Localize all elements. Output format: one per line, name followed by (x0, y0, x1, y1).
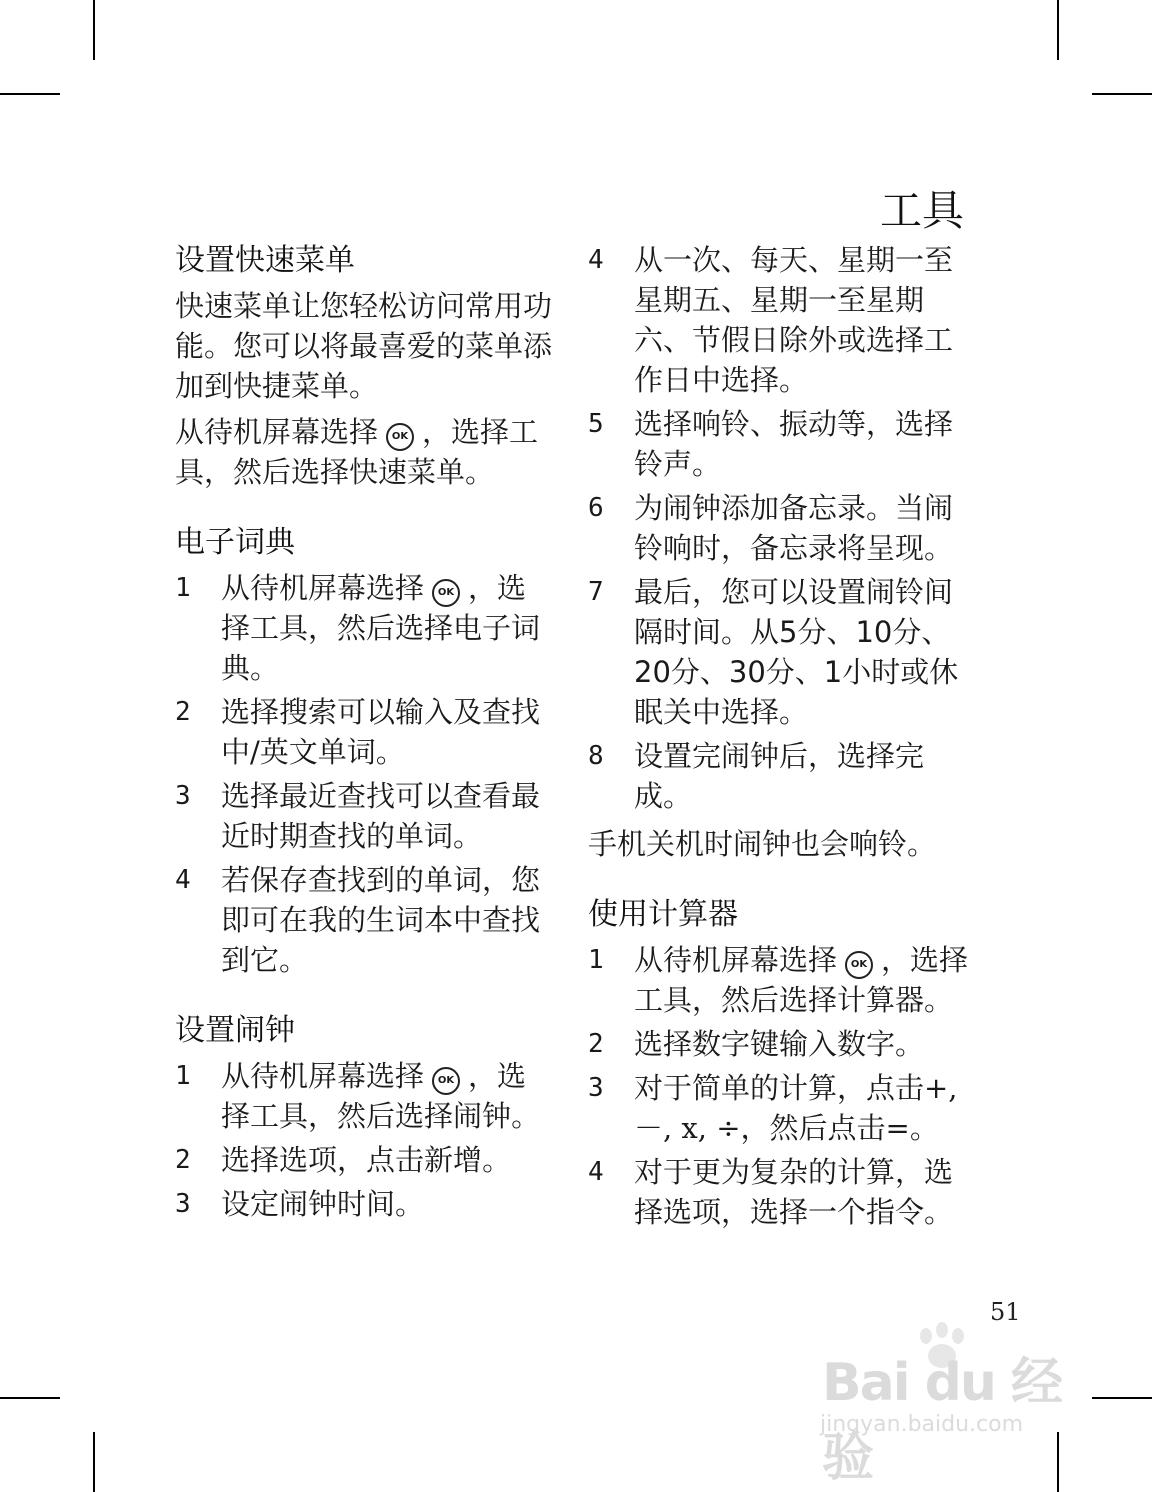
list-item (588, 572, 973, 732)
crop-mark (1092, 1397, 1152, 1399)
text: 。 (663, 779, 693, 813)
text: 从待机屏幕选择 (634, 943, 838, 977)
list-item (175, 1184, 555, 1224)
menu-term: 工具 (250, 1099, 309, 1133)
menu-term: 计算器 (837, 983, 925, 1017)
text: ，选择 (221, 571, 527, 645)
crop-mark (93, 1432, 95, 1492)
text: 中查找到它。 (221, 903, 541, 977)
step-number: 2 (175, 1145, 191, 1175)
menu-term: 新增 (424, 1143, 483, 1177)
text: 可以输入及查找中/英文单词。 (221, 695, 541, 769)
text: 中选择。 (692, 695, 809, 729)
text: 选择 (221, 695, 280, 729)
step-text (634, 940, 973, 1020)
list-item (175, 1056, 555, 1136)
list-item (588, 736, 973, 816)
list-item (588, 240, 973, 400)
menu-term: 闹钟 (453, 1099, 512, 1133)
step-list (588, 940, 973, 1232)
text: 。 (482, 1143, 512, 1177)
step-number: 4 (175, 865, 191, 895)
text: ，然后选择 (692, 983, 838, 1017)
crop-mark (0, 93, 60, 95)
menu-term: 选项 (279, 1143, 338, 1177)
list-item (588, 488, 973, 568)
section-dictionary (175, 522, 555, 980)
step-text (634, 736, 973, 816)
step-text (634, 1152, 973, 1232)
ok-key-icon: OK (432, 579, 460, 607)
paragraph: 快速菜单让您轻松访问常用功能。您可以将最喜爱的菜单添加到快捷菜单。 (175, 289, 553, 403)
text: 从待机屏幕选择 (221, 571, 425, 605)
step-number: 2 (175, 697, 191, 727)
list-item (588, 1152, 973, 1232)
step-number: 4 (588, 1157, 604, 1187)
list-item (588, 940, 973, 1020)
text: ，选择 (881, 943, 969, 977)
text: 。 (511, 1099, 541, 1133)
step-text: 为闹钟添加备忘录。当闹铃响时，备忘录将呈现。 (634, 491, 954, 565)
step-text: 选择数字键输入数字。 (634, 1027, 925, 1061)
menu-term: 工具 (175, 415, 539, 489)
menu-term: 选项 (663, 1195, 722, 1229)
text: ，然后选择 (308, 1099, 454, 1133)
step-number: 3 (588, 1073, 604, 1103)
step-list (175, 568, 555, 980)
section-title: 设置闹钟 (175, 1013, 295, 1048)
text: ，选择 (422, 415, 510, 449)
list-item (175, 776, 555, 856)
text: 若保存查找到的单词，您即可在 (221, 863, 541, 937)
text: 可以查看最近时期查找的单词。 (221, 779, 541, 853)
section-alarm-continued (588, 240, 973, 864)
text: ，选择一个指令。 (721, 1195, 954, 1229)
step-number: 1 (588, 945, 604, 975)
step-text (634, 572, 973, 732)
menu-term: 工具 (250, 611, 309, 645)
note: 手机关机时闹钟也会响铃。 (588, 827, 937, 861)
step-number: 3 (175, 781, 191, 811)
ok-key-icon: OK (386, 423, 414, 451)
step-list (588, 240, 973, 816)
list-item (588, 1024, 973, 1064)
step-number: 8 (588, 741, 604, 771)
section-title: 使用计算器 (588, 897, 738, 932)
menu-term: 快速菜单 (349, 455, 466, 489)
section-alarm (175, 1010, 555, 1224)
text: 最后，您可以设置闹铃间隔时间。从 (634, 575, 954, 649)
page-title: 工具 (879, 186, 964, 235)
step-number: 6 (588, 493, 604, 523)
step-text: 设定闹钟时间。 (221, 1187, 425, 1221)
page-number: 51 (990, 1298, 1021, 1326)
text: ，然后选择 (204, 455, 350, 489)
text: 或 (900, 655, 930, 689)
list-item (175, 860, 555, 980)
menu-term: 一次、每天、星期一至星期五、星期一至星期六、节假日除外 (634, 243, 954, 357)
step-number: 1 (175, 573, 191, 603)
list-item (175, 568, 555, 688)
step-text: 对于简单的计算，点击+, －, x, ÷，然后点击=。 (634, 1071, 958, 1145)
menu-term: 5分、10分、20分、30分、1小时 (634, 615, 951, 689)
crop-mark (1057, 0, 1059, 60)
step-number: 1 (175, 1061, 191, 1091)
section-title: 电子词典 (175, 525, 295, 560)
text: 。 (250, 651, 280, 685)
text: ，然后选择 (308, 611, 454, 645)
step-text (221, 776, 555, 856)
menu-term: 休眠关 (634, 655, 959, 729)
menu-term: 搜索 (279, 695, 338, 729)
paragraph (175, 412, 555, 492)
step-number: 5 (588, 409, 604, 439)
text: 从待机屏幕选择 (175, 415, 379, 449)
text: 设置完闹钟后，选择 (634, 739, 896, 773)
menu-term: 最近查找 (279, 779, 396, 813)
menu-term: 完成 (634, 739, 925, 813)
step-number: 4 (588, 245, 604, 275)
list-item (588, 1068, 973, 1148)
step-text (221, 1056, 555, 1136)
text: 选择 (221, 1143, 280, 1177)
ok-key-icon: OK (432, 1067, 460, 1095)
step-text (634, 240, 973, 400)
menu-term: 工具 (634, 983, 693, 1017)
watermark-url: jingyan.baidu.com (820, 1412, 1024, 1437)
crop-mark (93, 0, 95, 60)
text: 。 (924, 983, 954, 1017)
text: 从待机屏幕选择 (221, 1059, 425, 1093)
step-text (221, 860, 555, 980)
text: 对于更为复杂的计算，选择 (634, 1155, 954, 1229)
right-column (588, 240, 973, 1236)
left-column (175, 240, 555, 1228)
text: 或 (837, 323, 867, 357)
section-calculator (588, 894, 973, 1232)
menu-term: 电子词典 (221, 611, 541, 685)
text: 中选择。 (692, 363, 809, 397)
watermark-logo: Bai du 经验 (822, 1353, 1061, 1488)
text: 。 (465, 455, 495, 489)
step-text: 选择响铃、振动等，选择铃声。 (634, 407, 954, 481)
section-title: 设置快速菜单 (175, 243, 355, 278)
text: 选择 (221, 779, 280, 813)
watermark (812, 1322, 1082, 1488)
section-quick-menu (175, 240, 555, 492)
text: ，选择 (221, 1059, 527, 1133)
crop-mark (0, 1397, 60, 1399)
step-number: 2 (588, 1029, 604, 1059)
step-list (175, 1056, 555, 1224)
ok-key-icon: OK (845, 951, 873, 979)
menu-term: 我的生词本 (308, 903, 454, 937)
crop-mark (1092, 93, 1152, 95)
list-item (175, 692, 555, 772)
list-item (175, 1140, 555, 1180)
step-text (221, 568, 555, 688)
text: ，点击 (337, 1143, 425, 1177)
step-number: 3 (175, 1189, 191, 1219)
step-text (221, 1140, 555, 1180)
step-text (221, 692, 555, 772)
list-item (588, 404, 973, 484)
step-number: 7 (588, 577, 604, 607)
menu-term: 选择工作日 (634, 323, 954, 397)
text: 从 (634, 243, 664, 277)
